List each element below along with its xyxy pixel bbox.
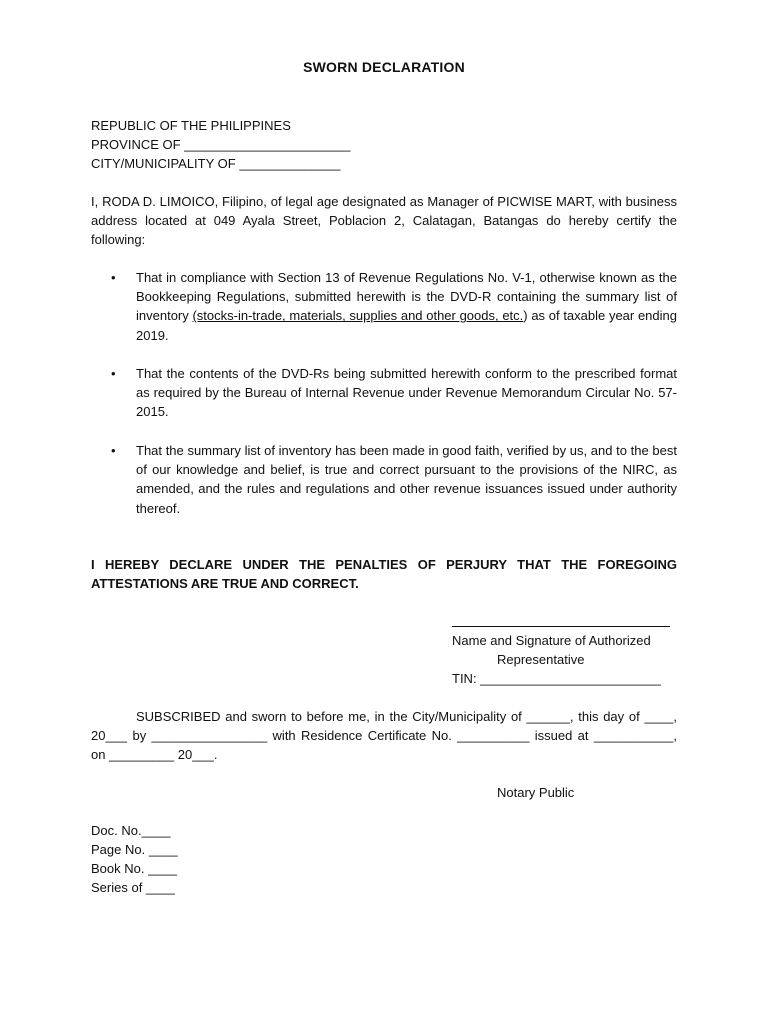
registry-doc-no: Doc. No.____	[91, 823, 171, 838]
tin-field: TIN: _________________________	[452, 671, 661, 686]
bullet-item-1	[136, 268, 677, 345]
header-city: CITY/MUNICIPALITY OF ______________	[91, 156, 341, 171]
bullet-1-text-after: ) as of taxable year ending 2019.	[136, 308, 677, 343]
jurat-text: SUBSCRIBED and sworn to before me, in the City/Municipality of ______, this day of ____, 20___ by ________________ with Residence Certificate No. __________ issued at ___________, on _________ 20___.	[91, 709, 677, 763]
signature-role-label: Representative	[497, 652, 585, 667]
bullet-marker: •	[111, 366, 116, 381]
header-province: PROVINCE OF _______________________	[91, 137, 351, 152]
notary-public-label: Notary Public	[497, 785, 575, 800]
bullet-1-text-before: That in compliance with Section 13 of Revenue Regulations No. V-1, otherwise known as the Bookkeeping Regulations, submitted herewith is the DVD-R containing the summary list of inventory	[136, 270, 677, 324]
bullet-1-underlined: (stocks-in-trade, materials, supplies and other goods, etc.	[192, 308, 524, 324]
perjury-declaration: I HEREBY DECLARE UNDER THE PENALTIES OF PERJURY THAT THE FOREGOING ATTESTATIONS ARE TRUE AND CORRECT.	[91, 557, 677, 592]
signature-name-label: Name and Signature of Authorized	[452, 633, 651, 648]
bullet-item-3: That the summary list of inventory has been made in good faith, verified by us, and to the best of our knowledge and belief, is true and correct pursuant to the provisions of the NIRC, as amended, and the rules and regulations and other revenue issuances issued under authority thereof.	[136, 443, 677, 516]
registry-book-no: Book No. ____	[91, 861, 178, 876]
bullet-marker: •	[111, 443, 116, 458]
registry-series: Series of ____	[91, 880, 175, 895]
registry-page-no: Page No. ____	[91, 842, 178, 857]
jurat-paragraph	[91, 707, 677, 765]
document-title: SWORN DECLARATION	[303, 59, 465, 75]
signature-line	[452, 626, 670, 627]
bullet-item-2: That the contents of the DVD-Rs being submitted herewith conform to the prescribed format as required by the Bureau of Internal Revenue under Revenue Memorandum Circular No. 57-2015.	[136, 366, 677, 420]
bullet-marker: •	[111, 270, 116, 285]
header-republic: REPUBLIC OF THE PHILIPPINES	[91, 118, 291, 133]
intro-paragraph: I, RODA D. LIMOICO, Filipino, of legal age designated as Manager of PICWISE MART, with business address located at 049 Ayala Street, Poblacion 2, Calatagan, Batangas do hereby certify the following:	[91, 194, 677, 248]
